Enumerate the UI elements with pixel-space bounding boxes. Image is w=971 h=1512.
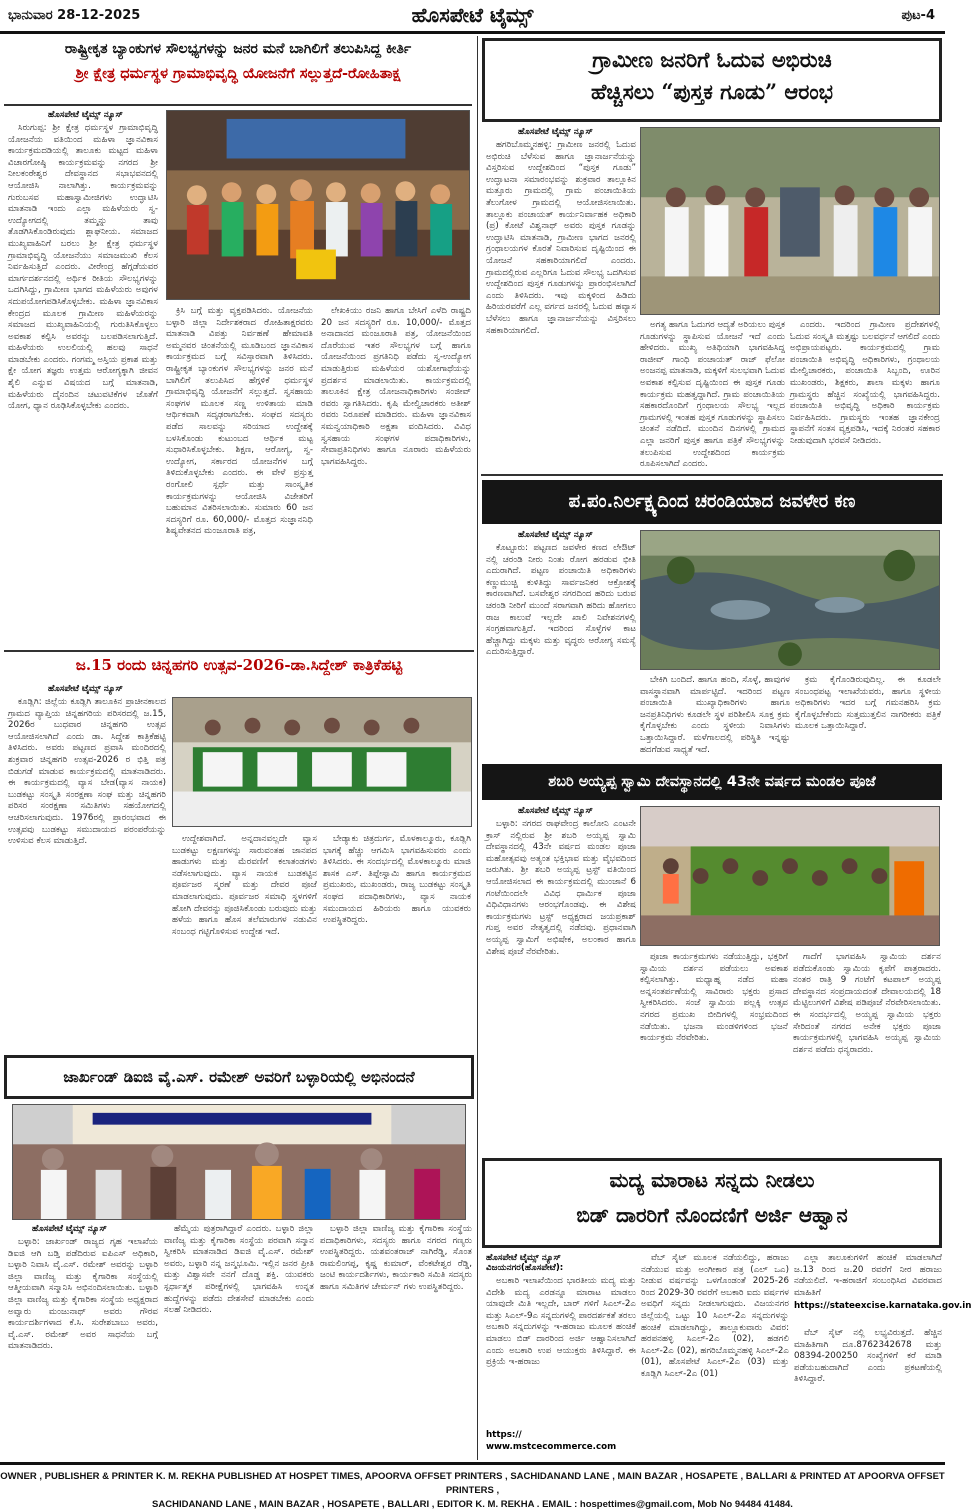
article-3-byline: ಹೊಸಪೇಟೆ ಟೈಮ್ಸ್ ನ್ಯೂಸ್ [518,530,593,540]
imprint-line-2: SACHIDANAND LANE , MAIN BAZAR , HOSAPETE , BALLARI , EDITOR K. M. REKHA . EMAIL : hospettimes@gmail.com, Mob No 94484 41484. [152,1499,793,1510]
article-6-column-1: ಬಳ್ಳಾರಿ: ಜಾರ್ಖಂಡ್ ರಾಜ್ಯದ ಗೃಹ ಇಲಾಖೆಯ ಡಿಐಜಿ ಆಗಿ ಬಡ್ತಿ ಪಡೆದಿರುವ ಐಪಿಎಸ್ ಅಧಿಕಾರಿ, ಬಳ್ಳಾರಿ ನಿವಾಸಿ ವೈ.ಎಸ್. ರಮೇಶ್ ಅವರನ್ನು ಬಳ್ಳಾರಿ ಜಿಲ್ಲಾ ವಾಣಿಜ್ಯ ಮತ್ತು ಕೈಗಾರಿಕಾ ಸಂಸ್ಥೆಯಲ್ಲಿ ಆತ್ಮೀಯವಾಗಿ ಸನ್ಮಾನಿಸಿ ಅಭಿನಂದಿಸಲಾಯಿತು. ಬಳ್ಳಾರಿ ಜಿಲ್ಲಾ ವಾಣಿಜ್ಯ ಮತ್ತು ಕೈಗಾರಿಕಾ ಸಂಸ್ಥೆಯ ಅಧ್ಯಕ್ಷರಾದ ಅವ್ವಾರು ಮಂಜುನಾಥ್ ಅವರು ಗೌರವ ಕಾರ್ಯದರ್ಶಿಗಳಾದ ಕೆ.ಸಿ. ಸುರೇಶಬಾಬು ಅವರು, ವೈ.ಎಸ್. ರಮೇಶ್ ಅವರ ಸಾಧನೆಯ ಬಗ್ಗೆ ಮಾತನಾಡಿದರು. [8,1237,158,1352]
article-3-column-3: ಕ್ರಮ ಕೈಗೊಂಡಿರುವುದಿಲ್ಲ. ಈ ಕೂಡಲೇ ಸಂಬಂಧಪಟ್ಟ ಇಲಾಖೆಯವರು, ಹಾಗೂ ಸ್ಥಳೀಯ ಅಧಿಕಾರಿಗಳು ಇದರ ಬಗ್ಗೆ ಗಮನಹರಿಸಿ ಕ್ರಮ ಕೈಗೊಳ್ಳಬೇಕೆಂದು ಸುತ್ತಮುತ್ತಲಿನ ನಾಗರೀಕರು ಪತ್ರಿಕೆ ಮೂಲಕ ಒತ್ತಾಯಿಸಿದ್ದಾರೆ. [795,675,941,732]
imprint-footer [0,1462,945,1510]
separator [481,474,943,476]
article-7-column-1: ಅಬಕಾರಿ ಇಲಾಖೆಯಿಂದ ಭಾರತೀಯ ಮದ್ಯ ಮತ್ತು ವಿದೇಶಿ ಮದ್ಯ ಎರಡನ್ನೂ ಮಾರಾಟ ಮಾಡಲು ಯಾವುದೇ ಮಿತಿ ಇಲ್ಲದೇ, ಬಾರ್ ಗಳಿಗೆ ಸಿಎಲ್-2ಎ ಮತ್ತು ಸಿಎಲ್-9ಎ ಸನ್ನದುಗಳಲ್ಲಿ ಪಾರದರ್ಶಕತೆ ತರಲು ಅಬಕಾರಿ ಸನ್ನದುಗಳನ್ನು ಇ-ಹರಾಜು ಮೂಲಕ ಹಂಚಿಕೆ ಮಾಡಲು ಬಿಡ್ ದಾರರಿಂದ ಅರ್ಜಿ ಆಹ್ವಾನಿಸಲಾಗಿದೆ ಎಂದು ಅಬಕಾರಿ ಉಪ ಆಯುಕ್ತರು ತಿಳಿಸಿದ್ದಾರೆ. ಈ ಪ್ರಕ್ರಿಯೆ ಇ-ಹರಾಜು [486,1276,636,1368]
article-7-column-3b: ವೆಬ್ ಸೈಟ್ ನಲ್ಲಿ ಲಭ್ಯವಿರುತ್ತದೆ. ಹೆಚ್ಚಿನ ಮಾಹಿತಿಗಾಗಿ ದೂ.8762342678 ಮತ್ತು 08394-200250 ಸಂಖ್ಯೆಗಳಿಗೆ ಕರೆ ಮಾಡಿ ಪಡೆಯಬಹುದಾಗಿದೆ ಎಂದು ಪ್ರಕಟಣೆಯಲ್ಲಿ ತಿಳಿಸಿದ್ದಾರೆ. [794,1328,942,1385]
article-6-column-3: ಬಳ್ಳಾರಿ ಜಿಲ್ಲಾ ವಾಣಿಜ್ಯ ಮತ್ತು ಕೈಗಾರಿಕಾ ಸಂಸ್ಥೆಯ ಪದಾಧಿಕಾರಿಗಳು, ಸದಸ್ಯರು ಹಾಗೂ ನಗರದ ಗಣ್ಯರು ಉಪಸ್ಥಿತರಿದ್ದರು. ಯಶವಂತರಾಜ್ ನಾಗಿರೆಡ್ಡಿ, ಸೊಂತ ರಾಮಲಿಂಗಪ್ಪ, ಕೃಷ್ಣ ಕುಮಾರ್, ವೆಂಕಟೇಶ್ವರ ರೆಡ್ಡಿ, ಜಂಟಿ ಕಾರ್ಯದರ್ಶಿಗಳು, ಕಾರ್ಯಕಾರಿ ಸಮಿತಿ ಸದಸ್ಯರು ಹಾಗೂ ಸಮಿತಿಗಳ ಚೇರ್ಮನ್ ಗಳು ಉಪಸ್ಥಿತರಿದ್ದರು. [320,1224,472,1292]
article-5-headline: ಶಬರಿ ಅಯ್ಯಪ್ಪ ಸ್ವಾಮಿ ದೇವಸ್ಥಾನದಲ್ಲಿ 43ನೇ ವರ್ಷದ ಮಂಡಲ ಪೂಜೆ [482,764,942,800]
article-5-column-3: ಗಾದೆಗೆ ಭಾಗವಹಿಸಿ ಸ್ವಾಮಿಯ ದರ್ಶನ ಪಡೆದುಕೊಂಡು ಸ್ವಾಮಿಯ ಕೃಪೆಗೆ ಪಾತ್ರರಾದರು. ನಂತರ ರಾತ್ರಿ 9 ಗಂಟೆಗೆ ಕಟಪಾಲ್ ಅಯ್ಯಪ್ಪ ದೇವಸ್ಥಾನದ ಸಂಪ್ರದಾಯದಂತೆ ದೇವಾಲಯದಲ್ಲಿ 18 ಮೆಟ್ಟಿಲುಗಳಿಗೆ ವಿಶೇಷ ಪಡಿಪೂಜೆ ನೆರವೇರಿಸಲಾಯಿತು. ಈ ಸಂದರ್ಭದಲ್ಲಿ ಅಯ್ಯಪ್ಪ ಸ್ವಾಮಿಯ ಭಕ್ತರು ಸೇರಿದಂತೆ ನಗರದ ಅನೇಕ ಭಕ್ತರು ಪೂಜಾ ಕಾರ್ಯಕ್ರಮಗಳಲ್ಲಿ ಭಾಗವಹಿಸಿ ಅಯ್ಯಪ್ಪ ಸ್ವಾಮಿಯ ದರ್ಶನ ಪಡೆದು ಧನ್ಯರಾದರು. [793,952,941,1055]
article-1-column-1: ಸಿರುಗುಪ್ಪ: ಶ್ರೀ ಕ್ಷೇತ್ರ ಧರ್ಮಸ್ಥಳ ಗ್ರಾಮಾಭಿವೃದ್ಧಿ ಯೋಜನೆಯ ವತಿಯಿಂದ ಮಹಿಳಾ ಜ್ಞಾನವಿಕಾಸ ಕಾರ್ಯಕ್ರಮದಡಿಯಲ್ಲಿ ತಾಲೂಕು ಮಟ್ಟದ ಮಹಿಳಾ ವಿಚಾರಗೋಷ್ಠಿ ಕಾರ್ಯಕ್ರಮವನ್ನು ನಗರದ ಶ್ರೀ ನೀಲಕಂಠೇಶ್ವರ ದೇವಸ್ಥಾನದ ಸಭಾಭವನದಲ್ಲಿ ಆಯೋಜಿಸಿ ನಾಲಾಗಿತ್ತು. ಕಾರ್ಯಕ್ರಮವನ್ನು ಗುರುಬಸವ ಮಹಾಸ್ವಾಮೀಜಿಗಳು ಉದ್ಘಾಟಿಸಿ ಮಾತನಾಡಿ ಇಂದು ಎಲ್ಲಾ ಮಹಿಳೆಯರು ಸ್ವ-ಉದ್ಯೋಗದಲ್ಲಿ ತಮ್ಮನ್ನು ತಾವು ತೊಡಗಿಸಿಕೊಂಡಿರುವುದು ಶ್ಲಾಘನೀಯ. ಸಮಾಜದ ಮುಖ್ಯವಾಹಿನಿಗೆ ಬರಲು ಶ್ರೀ ಕ್ಷೇತ್ರ ಧರ್ಮಸ್ಥಳ ಗ್ರಾಮಾಭಿವೃದ್ಧಿ ಯೋಜನೆಯು ಸಮಾಜಮುಖಿ ಕೆಲಸ ನಿರ್ವಹಿಸುತ್ತಿದೆ ಎಂದರು. ವೀರೇಂದ್ರ ಹೆಗ್ಗಡೆಯವರ ಮಾರ್ಗದರ್ಶನದಲ್ಲಿ ಅರ್ಥಿಕ ರೀತಿಯ ಸೌಲಭ್ಯಗಳನ್ನು ಒದಗಿಸಿದ್ದು, ಗ್ರಾಮೀಣ ಭಾಗದ ಮಹಿಳೆಯರು ಅವುಗಳ ಸದುಪಯೋಗಪಡಿಸಿಕೊಳ್ಳಬೇಕು. ಮಹಿಳಾ ಜ್ಞಾನವಿಕಾಸ ಕೇಂದ್ರದ ಮೂಲಕ ಗ್ರಾಮೀಣ ಮಹಿಳೆಯರನ್ನು ಸಮಾಜದ ಮುಖ್ಯವಾಹಿನಿಯಲ್ಲಿ ಗುರುತಿಸಿಕೊಳ್ಳಲು ಅವಕಾಶ ಕಲ್ಪಿಸಿ ಅವರನ್ನು ಬಲಪಡಿಸಲಾಗುತ್ತಿದೆ. ಮಹಿಳೆಯರು ಉಲಲಿಯಲ್ಲಿ ಹಲವು ಸಾಧನೆ ಮಾಡಬೇಕು ಎಂದರು. ಗಂಗಮ್ಮ ಅಸ್ತಿಯ ಪ್ರಕಾಶ ಮತ್ತು ಕ್ಷೇ ಯೋಗ ತಜ್ಞರು ಉತ್ತಮ ಆರೋಗ್ಯಕ್ಕಾಗಿ ಜೀವನ ಶೈಲಿ ಎನ್ನುವ ವಿಷಯದ ಬಗ್ಗೆ ಮಾತನಾಡಿ, ಮಹಿಳೆಯರು ದೈನಂದಿನ ಚಟುವಟಿಕೆಗಳ ಜೊತೆಗೆ ಯೋಗ, ಧ್ಯಾನ ರೂಢಿಸಿಕೊಳ್ಳಬೇಕು ಎಂದರು. [8,123,158,412]
article-1-header [4,38,472,106]
article-5-byline: ಹೊಸಪೇಟೆ ಟೈಮ್ಸ್ ನ್ಯೂಸ್ [518,806,593,816]
column-divider [477,36,478,1460]
article-6-headline: ಜಾರ್ಖಂಡ್ ಡಿಐಜಿ ವೈ.ಎಸ್. ರಮೇಶ್ ಅವರಿಗೆ ಬಳ್ಳಾರಿಯಲ್ಲಿ ಅಭಿನಂದನೆ [63,1068,415,1086]
article-7-headline-line2: ಬಿಡ್ ದಾರರಿಗೆ ನೊಂದಣಿಗೆ ಅರ್ಜಿ ಆಹ್ವಾನ [576,1203,848,1227]
imprint-line-1: OWNER , PUBLISHER & PRINTER K. M. REKHA PUBLISHED AT HOSPET TIMES, APOORVA OFFSET PRINTERS , SACHIDANAND LANE , MAIN BAZAR , HOSAPETE , BALLARI & PRINTED AT APOORVA OFFSET PRINTERS , [0,1471,945,1496]
article-4-headline: ಜ.15 ರಂದು ಚಿನ್ನಹಗರಿ ಉತ್ಸವ-2026-ಡಾ.ಸಿದ್ದೇಶ್ ಕಾತ್ರಿಕೆಹಟ್ಟಿ [75,656,403,674]
article-7-headline-line1: ಮದ್ಯ ಮಾರಾಟ ಸನ್ನದು ನೀಡಲು [609,1168,815,1192]
article-3-column-1: ಕೊಟ್ಟೂರು: ಪಟ್ಟಣದ ಜವಳೇರ ಕಣದ ಲೇಔಟ್ ನಲ್ಲಿ ಚರಂಡಿ ನೀರು ನಿಂತು ರೋಗ ಹರಡುವ ಭೀತಿ ಎದುರಾಗಿದೆ. ಪಟ್ಟಣ ಪಂಚಾಯಿತಿ ಅಧಿಕಾರಿಗಳು ಕಣ್ಣುಮುಚ್ಚಿ ಕುಳಿತಿದ್ದು ಸಾರ್ವಜನಿಕರ ಆಕ್ರೋಶಕ್ಕೆ ಕಾರಣವಾಗಿದೆ. ಬಸವೇಶ್ವರ ನಗರದಿಂದ ಹರಿದು ಬರುವ ಚರಂಡಿ ನೀರಿಗೆ ಮುಂದೆ ಸರಾಗವಾಗಿ ಹರಿದು ಹೋಗಲು ರಾಜ ಕಾಲುವೆ ಇಲ್ಲದೇ ಖಾಲಿ ನಿವೇಶನಗಳಲ್ಲಿ ಸಂಗ್ರಹವಾಗುತ್ತಿದೆ. ಇದರಿಂದ ಸೊಳ್ಳೆಗಳ ಕಾಟ ಹೆಚ್ಚಾಗಿದ್ದು ಮಕ್ಕಳು ಮತ್ತು ವೃದ್ಧರು ಆರೋಗ್ಯ ಸಮಸ್ಯೆ ಎದುರಿಸುತ್ತಿದ್ದಾರೆ. [486,543,636,658]
article-1-column-3: ಲೇಖಕಿಯು ರಜನಿ ಹಾಗೂ ಬೇಸಿಗೆ ಎಳೆದಿ ರಾಷ್ಟ್ರದಿ 20 ಜನ ಸದಸ್ಯರಿಗೆ ರೂ. 10,000/- ಮೊತ್ತದ ಅನಾದಾನದ ಮಂಜೂರಾತಿ ಪತ್ರ, ಯೋಜನೆಯಿಂದ ದೊರೆಯುವ ಇತರ ಸೌಲಭ್ಯಗಳ ಬಗ್ಗೆ ಹಾಗೂ ಯೋಜನೆಯಿಂದ ಪ್ರಗತಿನಿಧಿ ಪಡೆದು ಸ್ವ-ಉದ್ಯೋಗ ಮಾಡುತ್ತಿರುವ ಮಹಿಳೆಯರ ಯಶೋಗಾಥೆಯನ್ನು ಪ್ರದರ್ಶನ ಮಾಡಲಾಯಿತು. ಕಾರ್ಯಕ್ರಮದಲ್ಲಿ ತಾಲೂಕಿನ ಕ್ಷೇತ್ರ ಯೋಜನಾಧಿಕಾರಿಗಳು ಸಂಜೀವ್ ರವರು ಸ್ವಾಗತಿಸಿದರು. ಕೃಷಿ ಮೇಲ್ವಿಚಾರಕರು ಅತೀಶ್ ರವರು ನಿರೂಪಣೆ ಮಾಡಿದರು. ಮಹಿಳಾ ಜ್ಞಾನವಿಕಾಸ ಸಮನ್ವಯಾಧಿಕಾರಿ ಅಕ್ಷತಾ ವಂದಿಸಿದರು. ವಿವಿಧ ಸ್ವಸಹಾಯ ಸಂಘಗಳ ಪದಾಧಿಕಾರಿಗಳು, ಸೇವಾಪ್ರತಿನಿಧಿಗಳು ಹಾಗೂ ನೂರಾರು ಮಹಿಳೆಯರು ಭಾಗವಹಿಸಿದ್ದರು. [321,306,471,467]
article-3-headline: ಪ.ಪಂ.ನಿರ್ಲಕ್ಷ್ಯದಿಂದ ಚರಂಡಿಯಾದ ಜವಳೇರ ಕಣ [482,480,942,524]
article-2-headline-line1: ಗ್ರಾಮೀಣ ಜನರಿಗೆ ಓದುವ ಅಭಿರುಚಿ [592,47,832,72]
separator [4,650,474,652]
article-7-column-3: ಎಲ್ಲಾ ತಾಲೂಕುಗಳಿಗೆ ಹಂಚಿಕೆ ಮಾಡಲಾಗಿದೆ ಜ.13 ರಿಂದ ಜ.20 ರವರೆಗೆ ನೀರ ಹರಾಜು ನಡೆಯಲಿದೆ. ಇ-ಹರಾಜಿಗೆ ಸಂಬಂಧಿಸಿದ ವಿವರವಾದ ಮಾಹಿತಿಗೆ [794,1253,942,1298]
article-5-column-1: ಬಳ್ಳಾರಿ: ನಗರದ ರಾಘವೇಂದ್ರ ಕಾಲೋನಿ ಎಂಟನೇ ಕ್ರಾಸ್ ನಲ್ಲಿರುವ ಶ್ರೀ ಶಬರಿ ಅಯ್ಯಪ್ಪ ಸ್ವಾಮಿ ದೇವಸ್ಥಾನದಲ್ಲಿ 43ನೇ ವರ್ಷದ ಮಂಡಲ ಪೂಜಾ ಮಹೋತ್ಸವವು ಅತ್ಯಂತ ಭಕ್ತಿಭಾವ ಮತ್ತು ವೈಭವದಿಂದ ಜರುಗಿತು. ಶ್ರೀ ಶಬರಿ ಅಯ್ಯಪ್ಪ ಟ್ರಸ್ಟ್ ವತಿಯಿಂದ ಆಯೋಜಿಸಲಾದ ಈ ಕಾರ್ಯಕ್ರಮದಲ್ಲಿ ಮುಂಜಾನೆ 6 ಗಂಟೆಯಿಂದಲೇ ವಿವಿಧ ಧಾರ್ಮಿಕ ಪೂಜಾ ವಿಧಿವಿಧಾನಗಳು ಆರಂಭಗೊಂಡವು. ಈ ವಿಶೇಷ ಕಾರ್ಯಕ್ರಮಗಳು ಟ್ರಸ್ಟ್ ಅಧ್ಯಕ್ಷರಾದ ಜಯಪ್ರಕಾಶ್ ಗುಪ್ತ ಅವರ ನೇತೃತ್ವದಲ್ಲಿ ನಡೆದವು. ಪ್ರಧಾನವಾಗಿ ಅಯ್ಯಪ್ಪ ಸ್ವಾಮಿಗೆ ಅಭಿಷೇಕ, ಅಲಂಕಾರ ಹಾಗೂ ವಿಶೇಷ ಪೂಜೆ ನೆರವೇರಿತು. [486,819,636,957]
article-2-headline-line2: ಹೆಚ್ಚಿಸಲು “ಪುಸ್ತಕ ಗೂಡು” ಆರಂಭ [590,79,834,105]
article-6-byline: ಹೊಸಪೇಟೆ ಟೈಮ್ಸ್ ನ್ಯೂಸ್ [32,1224,107,1234]
article-2-column-2: ಅಗತ್ಯ ಹಾಗೂ ಓದುಗರ ಆದ್ಯತೆ ಅರಿಯಲು ಪುಸ್ತಕ ಗೂಡುಗಳನ್ನು ಸ್ಥಾಪಿಸುವ ಯೋಜನೆ ಇದೆ ಎಂದು ಹೇಳಿದರು. ಮುಖ್ಯ ಅತಿಥಿಯಾಗಿ ಭಾಗವಹಿಸಿದ್ದ ರಾಜೀವ್ ಗಾಂಧಿ ಪಂಚಾಯತ್ ರಾಜ್ ಫೆಲೋ ಅಂಜನಪ್ಪ ಮಾತನಾಡಿ, ಮಕ್ಕಳಿಗೆ ಸುಲಭವಾಗಿ ಓದುವ ಅವಕಾಶ ಕಲ್ಪಿಸುವ ದೃಷ್ಟಿಯಿಂದ ಈ ಪುಸ್ತಕ ಗೂಡು ಕಾರ್ಯಕ್ರಮ ಮಹತ್ವದ್ದಾಗಿದೆ. ಗ್ರಾಮ ಪಂಚಾಯಿತಿಯ ಸಹಕಾರದೊಂದಿಗೆ ಗ್ರಂಥಾಲಯ ಸೌಲಭ್ಯ ಇಲ್ಲದ ಗ್ರಾಮಗಳಲ್ಲಿ ಇಂತಹ ಪುಸ್ತಕ ಗೂಡುಗಳನ್ನು ಸ್ಥಾಪಿಸಲು ಚಿಂತನೆ ನಡೆದಿದೆ. ಮುಂದಿನ ದಿನಗಳಲ್ಲಿ ಗ್ರಾಮದ ಎಲ್ಲಾ ಜನರಿಗೆ ಪುಸ್ತಕ ಹಾಗೂ ಪತ್ರಿಕೆ ಸೌಲಭ್ಯಗಳನ್ನು ತಲುಪಿಸುವ ಉದ್ದೇಶದಿಂದ ಕಾರ್ಯಕ್ರಮ ರೂಪಿಸಲಾಗಿದೆ ಎಂದರು. [640,320,785,470]
article-1-column-2: ಕ್ರಿಸಿ ಬಗ್ಗೆ ಮತ್ತು ವ್ಯಕ್ತಪಡಿಸಿದರು. ಯೋಜನೆಯ ಬಳ್ಳಾರಿ ಜಿಲ್ಲಾ ನಿರ್ದೇಶಕರಾದ ರೋಹಿತಾಕ್ಷರವರು ಮಾತನಾಡಿ ವಿಪತ್ತು ನಿರ್ವಹಣೆ ಹೇಮಾವತಿ ಅಮ್ಮನವರ ಚಿಂತನೆಯಲ್ಲಿ ಮೂಡಿಬಂದ ಜ್ಞಾನವಿಕಾಸ ಕಾರ್ಯಕ್ರಮದ ಬಗ್ಗೆ ಸವಿಸ್ತಾರವಾಗಿ ತಿಳಿಸಿದರು. ರಾಷ್ಟ್ರೀಕೃತ ಬ್ಯಾಂಕುಗಳ ಸೌಲಭ್ಯಗಳನ್ನು ಜನರ ಮನೆ ಬಾಗಿಲಿಗೆ ತಲುಪಿಸಿದ ಹೆಗ್ಗಳಿಕೆ ಧರ್ಮಸ್ಥಳ ಗ್ರಾಮಾಭಿವೃದ್ಧಿ ಯೋಜನೆಗೆ ಸಲ್ಲುತ್ತದೆ. ಸ್ವಸಹಾಯ ಸಂಘಗಳ ಮೂಲಕ ಸಣ್ಣ ಉಳಿತಾಯ ಮಾಡಿ ಆರ್ಥಿಕವಾಗಿ ಸದೃಢರಾಗಬೇಕು. ಸಂಘದ ಸದಸ್ಯರು ಪಡೆದ ಸಾಲವನ್ನು ಸರಿಯಾದ ಉದ್ದೇಶಕ್ಕೆ ಬಳಸಿಕೊಂಡು ಕುಟುಂಬದ ಆರ್ಥಿಕ ಮಟ್ಟ ಸುಧಾರಿಸಿಕೊಳ್ಳಬೇಕು. ಶಿಕ್ಷಣ, ಆರೋಗ್ಯ, ಸ್ವ-ಉದ್ಯೋಗ, ಸರ್ಕಾರದ ಯೋಜನೆಗಳ ಬಗ್ಗೆ ತಿಳಿದುಕೊಳ್ಳಬೇಕು ಎಂದರು. ಈ ವೇಳೆ ಪ್ರಸ್ತುತ್ತ ರಂಗೋಲಿ ಸ್ಪರ್ಧೆ ಮತ್ತು ಸಾಂಸ್ಕೃತಿಕ ಕಾರ್ಯಕ್ರಮಗಳನ್ನು ಆಯೋಜಿಸಿ ವಿಜೇತರಿಗೆ ಬಹುಮಾನ ವಿತರಿಸಲಾಯಿತು. ಸುಮಾರು 60 ಜನ ಸದಸ್ಯರಿಗೆ ರೂ. 60,000/- ಮೊತ್ತದ ಸುಜ್ಞಾನನಿಧಿ ಶಿಷ್ಯವೇತನದ ಮಂಜೂರಾತಿ ಪತ್ರ, [166,306,313,537]
article-5-column-2: ಪೂಜಾ ಕಾರ್ಯಕ್ರಮಗಳು ನಡೆಯುತ್ತಿದ್ದು, ಭಕ್ತರಿಗೆ ಸ್ವಾಮಿಯ ದರ್ಶನ ಪಡೆಯಲು ಅವಕಾಶ ಕಲ್ಪಿಸಲಾಗಿತ್ತು. ಮಧ್ಯಾಹ್ನ ನಡೆದ ಮಹಾ ಅನ್ನಸಂತರ್ಪಣೆಯಲ್ಲಿ ಸಾವಿರಾರು ಭಕ್ತರು ಪ್ರಸಾದ ಸ್ವೀಕರಿಸಿದರು. ಸಂಜೆ ಸ್ವಾಮಿಯ ಪಲ್ಲಕ್ಕಿ ಉತ್ಸವ ನಗರದ ಪ್ರಮುಖ ಬೀದಿಗಳಲ್ಲಿ ಸಂಭ್ರಮದಿಂದ ನಡೆಯಿತು. ಭಜನಾ ಮಂಡಳಿಗಳಿಂದ ಭಜನೆ ಕಾರ್ಯಕ್ರಮ ನೆರವೇರಿತು. [640,952,788,1044]
mstc-website-link[interactable]: https:// www.mstcecommerce.com [486,1430,617,1452]
article-4-byline: ಹೊಸಪೇಟೆ ಟೈಮ್ಸ್ ನ್ಯೂಸ್ [48,684,123,694]
article-6-column-2: ಹೆಮ್ಮೆಯ ಪುತ್ರರಾಗಿದ್ದಾರೆ ಎಂದರು. ಬಳ್ಳಾರಿ ಜಿಲ್ಲಾ ವಾಣಿಜ್ಯ ಮತ್ತು ಕೈಗಾರಿಕಾ ಸಂಸ್ಥೆಯ ಪರವಾಗಿ ಸನ್ಮಾನ ಸ್ವೀಕರಿಸಿ ಮಾತನಾಡಿದ ಡಿಐಜಿ ವೈ.ಎಸ್. ರಮೇಶ್ ಅವರು, ಬಳ್ಳಾರಿ ನನ್ನ ಜನ್ಮಭೂಮಿ. ಇಲ್ಲಿನ ಜನರ ಪ್ರೀತಿ ಮತ್ತು ವಿಶ್ವಾಸವೇ ನನಗೆ ದೊಡ್ಡ ಶಕ್ತಿ. ಯುವಕರು ಸ್ಪರ್ಧಾತ್ಮಕ ಪರೀಕ್ಷೆಗಳಲ್ಲಿ ಭಾಗವಹಿಸಿ ಉನ್ನತ ಹುದ್ದೆಗಳನ್ನು ಪಡೆದು ದೇಶಸೇವೆ ಮಾಡಬೇಕು ಎಂದು ಸಲಹೆ ನೀಡಿದರು. [164,1224,314,1316]
article-2-column-3: ಎಂದರು. ಇದರಿಂದ ಗ್ರಾಮೀಣ ಪ್ರದೇಶಗಳಲ್ಲಿ ಓದುವ ಸಂಸ್ಕೃತಿ ಮತ್ತಷ್ಟು ಬಲವರ್ಧನೆ ಆಗಲಿದೆ ಎಂದು ಅಭಿಪ್ರಾಯಪಟ್ಟರು. ಕಾರ್ಯಕ್ರಮದಲ್ಲಿ ಗ್ರಾಮ ಪಂಚಾಯಿತಿ ಅಭಿವೃದ್ಧಿ ಅಧಿಕಾರಿಗಳು, ಗ್ರಂಥಾಲಯ ಮೇಲ್ವಿಚಾರಕರು, ಪಂಚಾಯಿತಿ ಸಿಬ್ಬಂದಿ, ಊರಿನ ಮುಖಂಡರು, ಶಿಕ್ಷಕರು, ಶಾಲಾ ಮಕ್ಕಳು ಹಾಗೂ ಗ್ರಾಮಸ್ಥರು ಹೆಚ್ಚಿನ ಸಂಖ್ಯೆಯಲ್ಲಿ ಭಾಗವಹಿಸಿದ್ದರು. ಪಂಚಾಯಿತಿ ಅಭಿವೃದ್ಧಿ ಅಧಿಕಾರಿ ಕಾರ್ಯಕ್ರಮ ನಿರ್ವಹಿಸಿದರು. ಗ್ರಾಮಸ್ಥರು ಇಂತಹ ಜ್ಞಾನಕೇಂದ್ರ ಸ್ಥಾಪನೆಗೆ ಸಂತಸ ವ್ಯಕ್ತಪಡಿಸಿ, ಇದಕ್ಕೆ ನಿರಂತರ ಸಹಕಾರ ನೀಡುವುದಾಗಿ ಭರವಸೆ ನೀಡಿದರು. [790,320,940,446]
page-number: ಪುಟ-4 [901,8,935,23]
article-4-photo [172,697,472,827]
article-1-photo [166,110,470,300]
article-3-column-2: ಬೇಕಿಗಿ ಬಂದಿದೆ. ಹಾಗೂ ಹಂದಿ, ಸೊಳ್ಳೆ, ಹಾವುಗಳ ವಾಸಸ್ಥಾನವಾಗಿ ಮಾರ್ಪಟ್ಟಿದೆ. ಇದರಿಂದ ಪಟ್ಟಣ ಪಂಚಾಯಿತಿ ಮುಖ್ಯಾಧಿಕಾರಿಗಳು ಹಾಗೂ ಜನಪ್ರತಿನಿಧಿಗಳು ಕೂಡಲೇ ಸ್ಥಳ ಪರಿಶೀಲಿಸಿ ಸೂಕ್ತ ಕ್ರಮ ಕೈಗೊಳ್ಳಬೇಕು ಎಂದು ಸ್ಥಳೀಯ ನಿವಾಸಿಗಳು ಒತ್ತಾಯಿಸಿದ್ದಾರೆ. ಮಳೆಗಾಲದಲ್ಲಿ ಪರಿಸ್ಥಿತಿ ಇನ್ನಷ್ಟು ಹದಗೆಡುವ ಸಾಧ್ಯತೆ ಇದೆ. [640,675,790,755]
article-6-header-box [4,1055,474,1099]
article-4-column-2: ಉದ್ದೇಶವಾಗಿದೆ. ಅನ್ನದಾನವಲ್ಲದೇ ವ್ಯಾಸ ಬುಡಕಟ್ಟು ಲಕ್ಷಣಗಳನ್ನು ಸಾರುವಂತಹ ಜಾನಪದ ಹಾಡುಗಳು ಮತ್ತು ಮೆರವಣಿಗೆ ಕಲಾತಂಡಗಳು ನಡೆಸಲಾಗುವುದು. ವ್ಯಾಸ ನಾಯಕ ಬುಡಕಟ್ಟಿನ ಪೂರ್ವಜರ ಸ್ಮರಣೆ ಮತ್ತು ದೇವರ ಪೂಜೆ ಮಾಡಲಾಗುವುದು. ಪೂರ್ವಜರ ಸಮಾಧಿ ಸ್ಥಳಗಳಿಗೆ ಹೋಗಿ ದೇವರನ್ನು ಪೂಜಿಸಿಕೊಂಡು ಬರುವುದು ಮತ್ತು ಹಳೆಯ ಹಾಗೂ ಹೊಸ ತಲೆಮಾರುಗಳ ನಡುವಿನ ಸಂಬಂಧ ಗಟ್ಟಿಗೊಳಿಸುವ ಉದ್ದೇಶ ಇದೆ. [172,834,317,937]
article-5-photo [640,806,940,946]
article-4-column-3: ಬೇಡ್ಯಾಕು ಚಿತ್ರದುರ್ಗ, ಮೊಳಕಾಲ್ಮೂರು, ಕೂಡ್ಲಿಗಿ ಭಾಗಕ್ಕೆ ಹೆಚ್ಚು ಆಗಮಿಸಿ ಭಾಗವಹಿಸುವರು ಎಂದು ತಿಳಿಸಿದರು. ಈ ಸಂದರ್ಭದಲ್ಲಿ ಮೊಳಕಾಲ್ಮೂರು ಮಾಜಿ ಶಾಸಕ ಎಸ್. ತಿಪ್ಪೇಸ್ವಾಮಿ ಹಾಗೂ ಕಾರ್ಯಕ್ರಮದ ಪ್ರಮುಖರು, ಮುಖಂಡರು, ರಾಜ್ಯ ಬುಡಕಟ್ಟು ಸಂಸ್ಕೃತಿ ಸಂಘದ ಪದಾಧಿಕಾರಿಗಳು, ವ್ಯಾಸ ನಾಯಕ ಸಮುದಾಯದ ಹಿರಿಯರು ಹಾಗೂ ಯುವಕರು ಉಪಸ್ಥಿತರಿದ್ದರು. [323,834,471,926]
article-2-header-box [482,38,942,122]
article-6-photo [12,1104,466,1220]
article-4-column-1: ಕೂಡ್ಲಿಗಿ: ಜಿಲ್ಲೆಯ ಕೂಡ್ಲಿಗಿ ತಾಲೂಕಿನ ಪ್ರಾಚೀನಕಾಲದ ಗ್ರಾಮದ ವ್ಯಾಪ್ತಿಯ ಚಿನ್ನಹಗರಿಯ ಪರಿಸರದಲ್ಲಿ ಜ.15, 2026ರ ಬುಧವಾರ ಚಿನ್ನಹಗರಿ ಉತ್ಸವ ಆಯೋಜಿಸಲಾಗಿದೆ ಎಂದು ಡಾ. ಸಿದ್ದೇಶ ಕಾತ್ರಿಕೆಹಟ್ಟಿ ತಿಳಿಸಿದರು. ಅವರು ಪಟ್ಟಣದ ಪ್ರವಾಸಿ ಮಂದಿರದಲ್ಲಿ ಶುಕ್ರವಾರ ಚಿನ್ನಹಗರಿ ಉತ್ಸವ-2026 ರ ಭಿತ್ತಿ ಪತ್ರ ಬಿಡುಗಡೆ ಮಾಡುವ ಕಾರ್ಯಕ್ರಮದಲ್ಲಿ ಮಾತನಾಡಿದರು. ಈ ಕಾರ್ಯಕ್ರಮದಲ್ಲಿ ವ್ಯಾಸ ಬೇಡ(ವ್ಯಾಸ ನಾಯಕ) ಬುಡಕಟ್ಟು ಸಂಸ್ಕೃತಿ ಸಂರಕ್ಷಣಾ ಸಂಘ ಮತ್ತು ಚಿನ್ನಹಗರಿ ಪರಿಸರ ಸಂರಕ್ಷಣಾ ಸಮಿತಿಗಳು ಸಹಯೋಗದಲ್ಲಿ ಆಚರಿಸಲಾಗುವುದು. 1976ರಲ್ಲಿ ಪ್ರಾರಂಭವಾದ ಈ ಉತ್ಸವವು ಬುಡಕಟ್ಟು ಸಮುದಾಯದ ಪರಂಪರೆಯನ್ನು ಉಳಿಸುವ ಕೆಲಸ ಮಾಡುತ್ತಿದೆ. [8,697,166,847]
article-3-photo [640,530,940,670]
article-7-header-box [482,1158,942,1248]
article-1-byline: ಹೊಸಪೇಟೆ ಟೈಮ್ಸ್ ನ್ಯೂಸ್ [48,110,123,120]
excise-website-link[interactable]: https://stateexcise.karnataka.gov.in [794,1301,971,1311]
article-2-byline: ಹೊಸಪೇಟೆ ಟೈಮ್ಸ್ ನ್ಯೂಸ್ [518,127,593,137]
article-7-column-2: ವೆಬ್ ಸೈಟ್ ಮೂಲಕ ನಡೆಯಲಿದ್ದು, ಹರಾಜು ನಡೆಯುವ ಮತ್ತು ಅಂಗೀಕಾರ ಪತ್ರ (ಎಲ್ ಒಎ) ನೀಡುವ ವರ್ಷವನ್ನು ಒಳಗೊಂಡಂತೆ 2025-26 ರಿಂದ 2029-30 ರವರೆಗೆ ಅಬಕಾರಿ ಐದು ವರ್ಷಗಳ ಅವಧಿಗೆ ಸನ್ನದು ನೀಡಲಾಗುವುದು. ವಿಜಯನಗರ ಜಿಲ್ಲೆಯಲ್ಲಿ ಒಟ್ಟು 10 ಸಿಎಲ್-2ಎ ಸನ್ನದುಗಳನ್ನು ಹಂಚಿಕೆ ಮಾಡಲಾಗಿದ್ದು, ತಾಲ್ಲೂಕುವಾರು ವಿವರ: ಹರಪನಹಳ್ಳಿ ಸಿಎಲ್-2ಎ (02), ಹಡಗಲಿ ಸಿಎಲ್-2ಎ (02), ಹಗರಿಬೊಮ್ಮನಹಳ್ಳಿ ಸಿಎಲ್-2ಎ (01), ಹೊಸಪೇಟೆ ಸಿಎಲ್-2ಎ (03) ಮತ್ತು ಕೂಡ್ಲಿಗಿ ಸಿಎಲ್-2ಎ (01) [641,1253,789,1379]
issue-date: ಭಾನುವಾರ 28-12-2025 [8,8,141,23]
article-1-headline-line1: ರಾಷ್ಟ್ರೀಕೃತ ಬ್ಯಾಂಕುಗಳ ಸೌಲಭ್ಯಗಳನ್ನು ಜನರ ಮನೆ ಬಾಗಿಲಿಗೆ ತಲುಪಿಸಿದ್ದ ಕೀರ್ತಿ [64,41,412,57]
masthead [0,0,945,34]
article-7-byline: ಹೊಸಪೇಟೆ ಟೈಮ್ಸ್ ನ್ಯೂಸ್ ವಿಜಯನಗರ(ಹೊಸಪೇಟೆ): [486,1253,564,1273]
newspaper-title: ಹೊಸಪೇಟೆ ಟೈಮ್ಸ್ [411,3,534,27]
article-1-headline-line2: ಶ್ರೀ ಕ್ಷೇತ್ರ ಧರ್ಮಸ್ಥಳ ಗ್ರಾಮಾಭಿವೃದ್ಧಿ ಯೋಜನೆಗೆ ಸಲ್ಲುತ್ತದೆ-ರೋಹಿತಾಕ್ಷ [75,64,401,82]
article-2-column-1: ಹಗರಿಬೊಮ್ಮನಹಳ್ಳಿ: ಗ್ರಾಮೀಣ ಜನರಲ್ಲಿ ಓದುವ ಅಭಿರುಚಿ ಬೆಳೆಸುವ ಹಾಗೂ ಜ್ಞಾನಾರ್ಜನೆಯನ್ನು ವಿಸ್ತರಿಸುವ ಉದ್ದೇಶದಿಂದ “ಪುಸ್ತಕ ಗೂಡು” ಉದ್ಘಾಟನಾ ಸಮಾರಂಭವನ್ನು ಶುಕ್ರವಾರ ತಾಲ್ಲೂಕಿನ ಮತ್ತೂರು ಗ್ರಾಮದಲ್ಲಿ ಗ್ರಾಮ ಪಂಚಾಯಿತಿಯ ತೆಲುಗೋಳ ಗ್ರಾಮದಲ್ಲಿ ಆಯೋಜಿಸಲಾಯಿತು. ತಾಲ್ಲೂಕು ಪಂಚಾಯತ್ ಕಾರ್ಯನಿರ್ವಾಹಕ ಅಧಿಕಾರಿ (ಪ್ರ) ಕೋಟೆ ವಿಶ್ವನಾಥ್ ಅವರು ಪುಸ್ತಕ ಗೂಡನ್ನು ಉದ್ಘಾಟಿಸಿ ಮಾತನಾಡಿ, ಗ್ರಾಮೀಣ ಭಾಗದ ಜನರಲ್ಲಿ ಗ್ರಂಥಾಲಯಗಳ ಕೊರತೆ ನಿವಾರಿಸುವ ದೃಷ್ಟಿಯಿಂದ ಈ ಯೋಜನೆ ಸಹಕಾರಿಯಾಗಲಿದೆ ಎಂದರು. ಗ್ರಾಮದಲ್ಲಿರುವ ಎಲ್ಲರಿಗೂ ಓದುವ ಸೌಲಭ್ಯ ಒದಗಿಸುವ ಉದ್ದೇಶದಿಂದ ಪುಸ್ತಕ ಗೂಡುಗಳನ್ನು ಪ್ರಾರಂಭಿಸಲಾಗಿದೆ ಎಂದು ತಿಳಿಸಿದರು. ಇವು ಮಕ್ಕಳಿಂದ ಹಿಡಿದು ಹಿರಿಯರವರೆಗೆ ಎಲ್ಲ ವರ್ಗದ ಜನರಲ್ಲಿ ಓದುವ ಹವ್ಯಾಸ ಬೆಳೆಸಲು ಹಾಗೂ ಜ್ಞಾನಾರ್ಜನೆಯನ್ನು ವಿಸ್ತರಿಸಲು ಸಹಕಾರಿಯಾಗಲಿದೆ. [486,140,636,336]
article-2-photo [640,127,940,315]
